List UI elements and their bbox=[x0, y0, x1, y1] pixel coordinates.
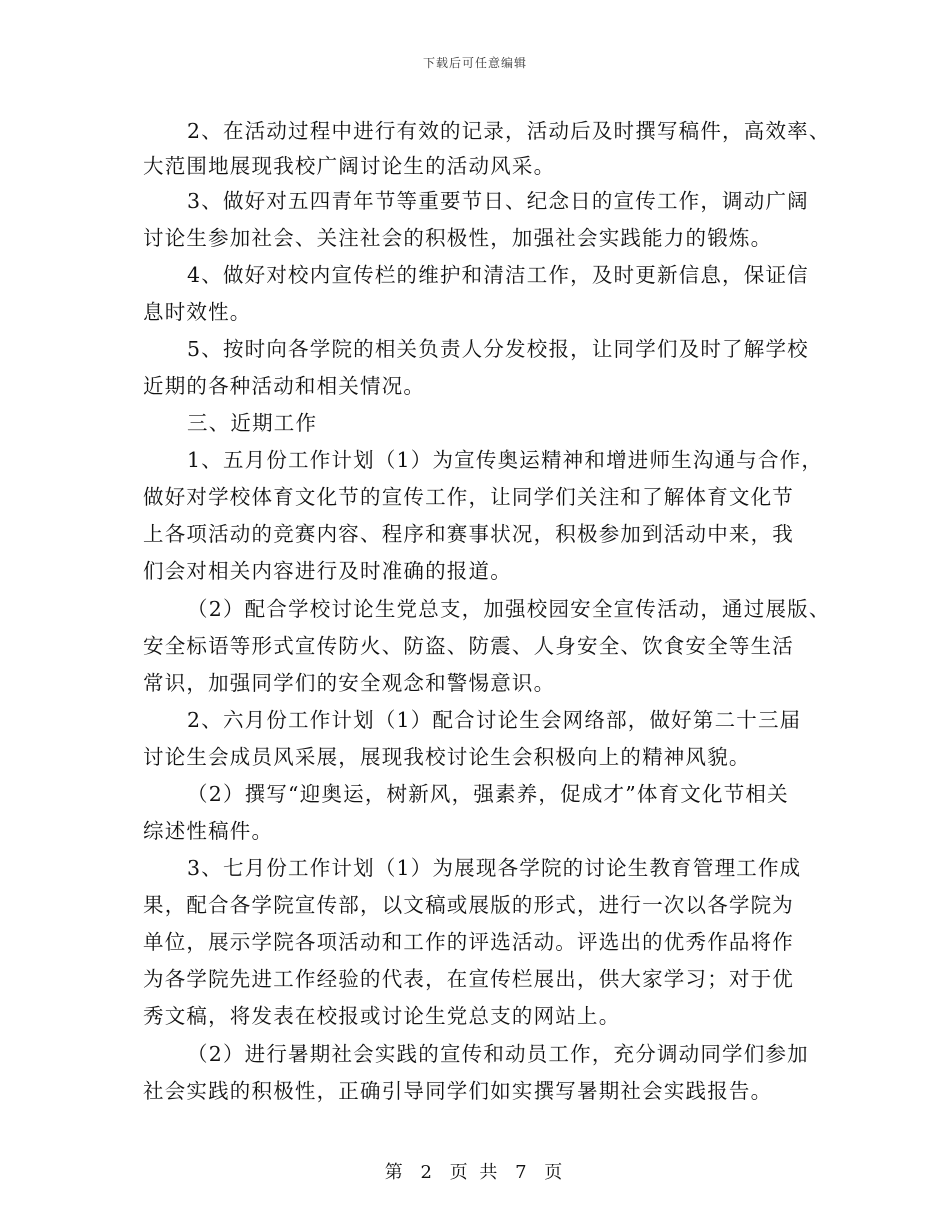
paragraph-line: 们会对相关内容进行及时准确的报道。 bbox=[143, 559, 512, 583]
footer-suffix: 页 bbox=[544, 1162, 566, 1183]
paragraph-line: 3、做好对五四青年节等重要节日、纪念日的宣传工作，调动广阔 bbox=[187, 189, 809, 213]
footer-prefix: 第 bbox=[384, 1162, 406, 1183]
paragraph-line: 大范围地展现我校广阔讨论生的活动风采。 bbox=[143, 154, 556, 178]
paragraph-line: 近期的各种活动和相关情况。 bbox=[143, 374, 426, 398]
paragraph-line: 常识，加强同学们的安全观念和警惕意识。 bbox=[143, 671, 556, 695]
page-header: 下载后可任意编辑 bbox=[422, 56, 527, 70]
page-number: 2 bbox=[420, 1162, 435, 1183]
paragraph-line: 单位，展示学院各项活动和工作的评选活动。评选出的优秀作品将作 bbox=[143, 930, 794, 954]
footer-middle: 页 共 bbox=[449, 1162, 501, 1183]
paragraph-line: 安全标语等形式宣传防火、防盗、防震、人身安全、饮食安全等生活 bbox=[143, 634, 794, 658]
paragraph-line: （2）配合学校讨论生党总支，加强校园安全宣传活动，通过展版、 bbox=[187, 597, 831, 621]
paragraph-line: （2）撰写“迎奥运，树新风，强素养，促成才”体育文化节相关 bbox=[187, 782, 789, 806]
paragraph-line: 综述性稿件。 bbox=[143, 819, 274, 843]
section-heading: 三、近期工作 bbox=[187, 411, 318, 435]
total-pages: 7 bbox=[515, 1162, 530, 1183]
page-footer bbox=[0, 1158, 950, 1184]
paragraph-line: 讨论生会成员风采展，展现我校讨论生会积极向上的精神风貌。 bbox=[143, 745, 751, 769]
paragraph-line: 秀文稿，将发表在校报或讨论生党总支的网站上。 bbox=[143, 1004, 621, 1028]
paragraph-line: 讨论生参加社会、关注社会的积极性，加强社会实践能力的锻炼。 bbox=[143, 226, 773, 250]
paragraph-line: 果，配合各学院宣传部，以文稿或展版的形式，进行一次以各学院为 bbox=[143, 893, 794, 917]
paragraph-line: 1、五月份工作计划（1）为宣传奥运精神和增进师生沟通与合作， bbox=[187, 448, 824, 472]
paragraph-line: 做好对学校体育文化节的宣传工作，让同学们关注和了解体育文化节 bbox=[143, 485, 794, 509]
paragraph-line: 上各项活动的竞赛内容、程序和赛事状况，积极参加到活动中来，我 bbox=[143, 522, 794, 546]
paragraph-line: （2）进行暑期社会实践的宣传和动员工作，充分调动同学们参加 bbox=[187, 1042, 809, 1066]
paragraph-line: 4、做好对校内宣传栏的维护和清洁工作，及时更新信息，保证信 bbox=[187, 263, 809, 287]
paragraph-line: 为各学院先进工作经验的代表，在宣传栏展出，供大家学习；对于优 bbox=[143, 967, 794, 991]
paragraph-line: 2、六月份工作计划（1）配合讨论生会网络部，做好第二十三届 bbox=[187, 708, 802, 732]
paragraph-line: 息时效性。 bbox=[143, 300, 252, 324]
paragraph-line: 3、七月份工作计划（1）为展现各学院的讨论生教育管理工作成 bbox=[187, 856, 802, 880]
paragraph-line: 社会实践的积极性，正确引导同学们如实撰写暑期社会实践报告。 bbox=[143, 1079, 773, 1103]
paragraph-line: 2、在活动过程中进行有效的记录，活动后及时撰写稿件，高效率、 bbox=[187, 119, 831, 143]
paragraph-line: 5、按时向各学院的相关负责人分发校报，让同学们及时了解学校 bbox=[187, 337, 809, 361]
